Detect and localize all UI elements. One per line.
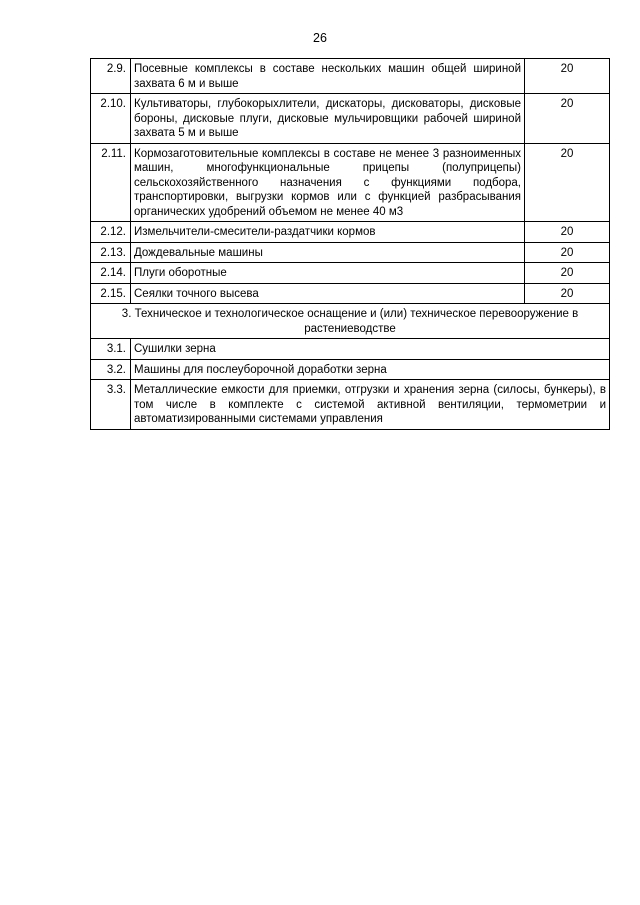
row-number: 2.9.: [91, 59, 131, 94]
row-description: Сушилки зерна: [131, 339, 610, 360]
row-number: 2.15.: [91, 283, 131, 304]
row-description: Посевные комплексы в составе нескольких машин общей шириной захвата 6 м и выше: [131, 59, 525, 94]
row-value: 20: [525, 283, 610, 304]
subsidy-rate-table: [90, 58, 610, 430]
table-row: [91, 263, 610, 284]
row-description: Металлические емкости для приемки, отгрузки и хранения зерна (силосы, бункеры), в том числе в комплекте с системой активной вентиляции, термометрии и автоматизированными системами управления: [131, 380, 610, 430]
table-row: [91, 380, 610, 430]
row-description: Машины для послеуборочной доработки зерна: [131, 359, 610, 380]
row-value: 20: [525, 263, 610, 284]
row-number: 2.10.: [91, 94, 131, 144]
table-row: [91, 222, 610, 243]
table-row: [91, 143, 610, 222]
table-row: [91, 59, 610, 94]
row-number: 3.3.: [91, 380, 131, 430]
page-number: 26: [313, 31, 327, 45]
row-description: Сеялки точного высева: [131, 283, 525, 304]
table-row: [91, 283, 610, 304]
table-row: [91, 359, 610, 380]
row-value: 20: [525, 222, 610, 243]
row-value: 20: [525, 94, 610, 144]
row-number: 2.11.: [91, 143, 131, 222]
table-row: [91, 339, 610, 360]
row-number: 2.12.: [91, 222, 131, 243]
row-number: 3.1.: [91, 339, 131, 360]
section-title: 3. Техническое и технологическое оснащение и (или) техническое перевооружение в растениеводстве: [91, 304, 610, 339]
table-row: [91, 94, 610, 144]
row-number: 3.2.: [91, 359, 131, 380]
table-row: [91, 242, 610, 263]
row-description: Плуги оборотные: [131, 263, 525, 284]
section-header-row: [91, 304, 610, 339]
row-number: 2.13.: [91, 242, 131, 263]
row-description: Культиваторы, глубокорыхлители, дискаторы, дисковаторы, дисковые бороны, дисковые плуги, дисковые мульчировщики рабочей шириной захвата 5 м и выше: [131, 94, 525, 144]
row-value: 20: [525, 59, 610, 94]
row-value: 20: [525, 143, 610, 222]
row-description: Измельчители-смесители-раздатчики кормов: [131, 222, 525, 243]
row-value: 20: [525, 242, 610, 263]
row-description: Дождевальные машины: [131, 242, 525, 263]
row-number: 2.14.: [91, 263, 131, 284]
row-description: Кормозаготовительные комплексы в составе не менее 3 разноименных машин, многофункциональные прицепы (полуприцепы) сельскохозяйственного назначения с функциями подбора, транспортировки, выгрузки кормов или с функцией разбрасывания органических удобрений объемом не менее 40 м3: [131, 143, 525, 222]
